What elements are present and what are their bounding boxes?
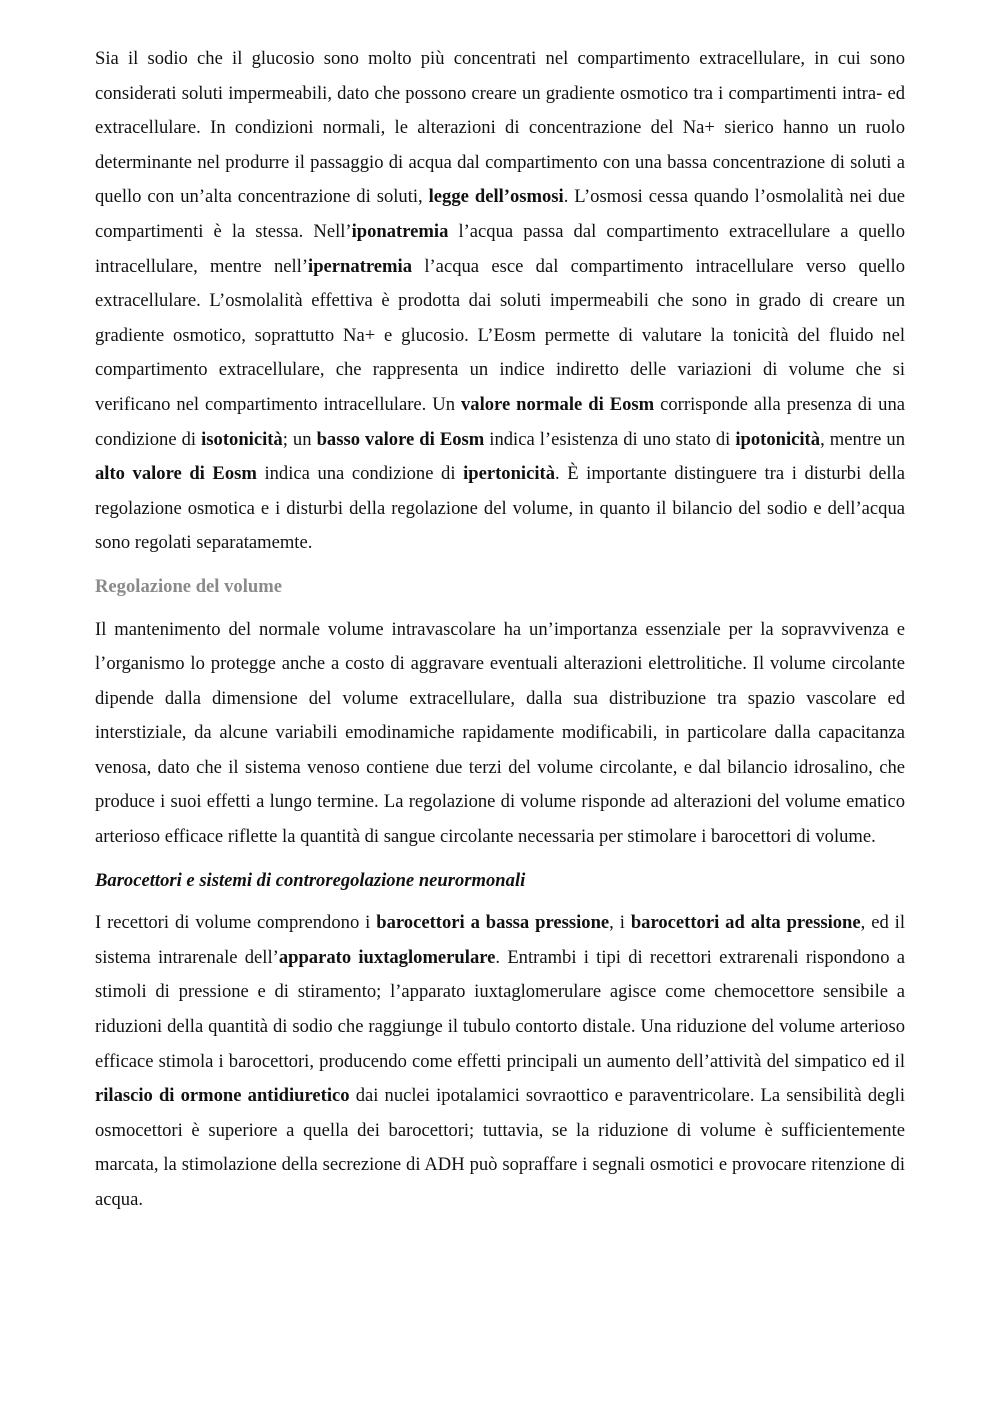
paragraph-volume [95, 613, 905, 855]
text-run: . È importante distinguere tra i disturbi della regolazione osmotica e i disturbi della regolazione del volume, in quanto il bilancio del sodio e dell’acqua sono regolati separatamemte. [95, 463, 905, 554]
paragraph-osmosis [95, 42, 905, 561]
bold-term: barocettori a bassa pressione [376, 912, 610, 934]
bold-term: ipotonicità [735, 428, 821, 450]
bold-term: alto valore di Eosm [95, 463, 257, 485]
text-run: ; un [282, 428, 317, 450]
bold-term: isotonicità [201, 428, 283, 450]
bold-term: barocettori ad alta pressione [630, 912, 861, 934]
text-run: , i [609, 912, 631, 934]
section-heading-baroreceptors: Barocettori e sistemi di controregolazione neurormonali [95, 869, 526, 891]
text-run: indica l’esistenza di uno stato di [484, 428, 736, 450]
text-run: l’acqua esce dal compartimento intracellulare verso quello extracellulare. L’osmolalità effettiva è prodotta dai soluti impermeabili che sono in grado di creare un gradiente osmotico, soprattutto Na+ e glucosio. L’Eosm permette di valutare la tonicità del fluido nel compartimento extracellulare, che rappresenta un indice indiretto delle variazioni di volume che si verificano nel compartimento intracellulare. Un [95, 255, 905, 415]
text-run: l’acqua passa dal compartimento extracellulare a quello intracellulare, mentre nell’ [95, 220, 905, 277]
bold-term: iponatremia [351, 220, 449, 242]
text-run: , ed il sistema intrarenale dell’ [95, 912, 905, 968]
paragraph-baroreceptors [95, 906, 905, 1217]
bold-term: apparato iuxtaglomerulare [278, 946, 496, 968]
text-run: I recettori di volume comprendono i [95, 912, 377, 934]
bold-term: ipertonicità [463, 463, 556, 485]
bold-term: legge dell’osmosi [428, 186, 564, 208]
bold-term: rilascio di ormone antidiuretico [95, 1085, 350, 1107]
text-run: . Entrambi i tipi di recettori extrarenali rispondono a stimoli di pressione e di stiramento; l’apparato iuxtaglomerulare agisce come chemocettore sensibile a riduzioni della quantità di sodio che raggiunge il tubulo contorto distale. Una riduzione del volume arterioso efficace stimola i barocettori, producendo come effetti principali un aumento dell’attività del simpatico ed il [95, 946, 905, 1072]
text-run: dai nuclei ipotalamici sovraottico e paraventricolare. La sensibilità degli osmocettori è superiore a quella dei barocettori; tuttavia, se la riduzione di volume è sufficientemente marcata, la stimolazione della secrezione di ADH può sopraffare i segnali osmotici e provocare ritenzione di acqua. [95, 1085, 905, 1210]
bold-term: ipernatremia [308, 255, 413, 277]
bold-term: basso valore di Eosm [316, 428, 485, 450]
bold-term: valore normale di Eosm [460, 393, 655, 415]
text-run: indica una condizione di [256, 463, 464, 485]
document-page [95, 42, 905, 1218]
text-run: , mentre un [820, 428, 906, 450]
text-run: corrisponde alla presenza di una condizione di [95, 393, 905, 450]
text-run: . L’osmosi cessa quando l’osmolalità nei due compartimenti è la stessa. Nell’ [95, 186, 905, 242]
text-run: Sia il sodio che il glucosio sono molto più concentrati nel compartimento extracellulare, in cui sono considerati soluti impermeabili, dato che possono creare un gradiente osmotico tra i compartimenti intra- ed extracellulare. In condizioni normali, le alterazioni di concentrazione del Na+ sierico hanno un ruolo determinante nel produrre il passaggio di acqua dal compartimento con una bassa concentrazione di soluti a quello con un’alta concentrazione di soluti, [95, 48, 905, 208]
section-heading-volume-regulation: Regolazione del volume [95, 575, 282, 597]
text-run: Il mantenimento del normale volume intravascolare ha un’importanza essenziale per la sopravvivenza e l’organismo lo protegge anche a costo di aggravare eventuali alterazioni elettrolitiche. Il volume circolante dipende dalla dimensione del volume extracellulare, dalla sua distribuzione tra spazio vascolare ed interstiziale, da alcune variabili emodinamiche rapidamente modificabili, in particolare dalla capacitanza venosa, dato che il sistema venoso contiene due terzi del volume circolante, e dal bilancio idrosalino, che produce i suoi effetti a lungo termine. La regolazione di volume risponde ad alterazioni del volume ematico arterioso efficace riflette la quantità di sangue circolante necessaria per stimolare i barocettori di volume. [95, 618, 905, 848]
